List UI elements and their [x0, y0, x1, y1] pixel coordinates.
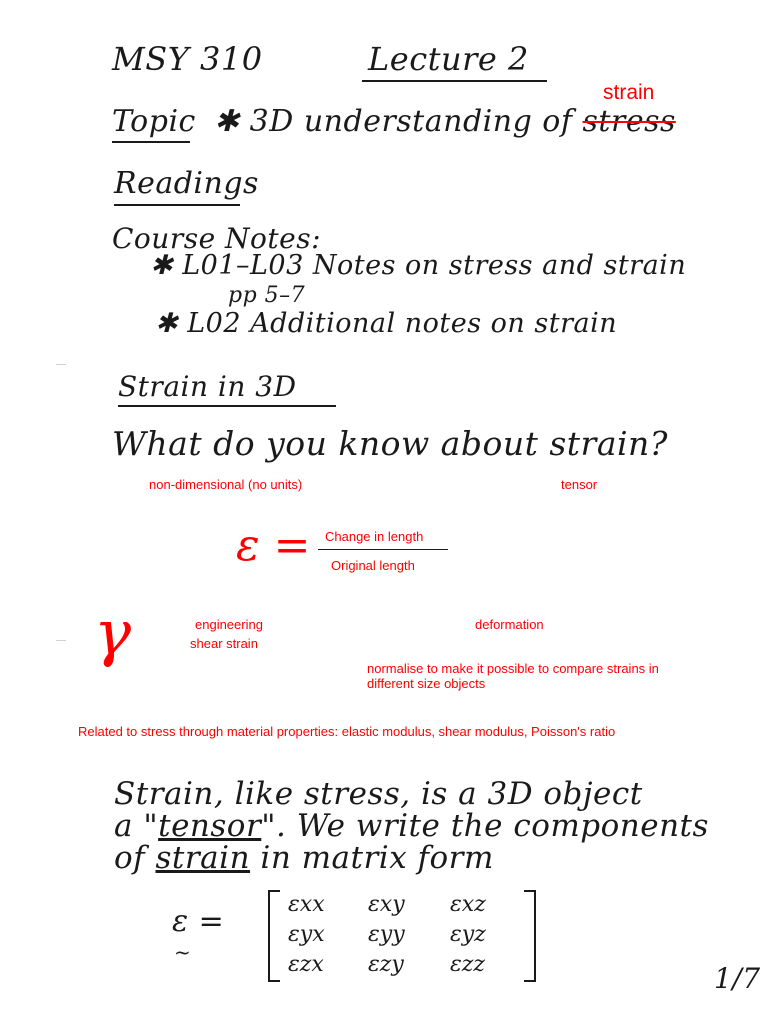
matrix-cell-zx: εzx — [288, 952, 324, 977]
margin-mark-2 — [56, 640, 66, 641]
related-note: Related to stress through material properties: elastic modulus, shear modulus, Poisson's ratio — [78, 724, 616, 739]
body-line-3c: in matrix form — [250, 840, 494, 876]
matrix-cell-yx: εyx — [288, 922, 325, 947]
reading-item-1: ✱ L01–L03 Notes on stress and strain — [150, 250, 687, 281]
gamma-symbol: γ — [94, 596, 132, 669]
matrix-cell-zz: εzz — [450, 952, 485, 977]
section-underline — [118, 405, 336, 407]
epsilon-definition-symbol: ε = — [236, 520, 311, 571]
page-number: 1/7 — [714, 962, 761, 995]
course-code: MSY 310 — [112, 40, 263, 78]
topic-underline — [112, 141, 190, 143]
deformation-label: deformation — [475, 617, 544, 632]
body-line-2c: ". We write the components — [261, 808, 709, 844]
fraction-bar — [318, 549, 448, 550]
matrix-cell-zy: εzy — [368, 952, 404, 977]
topic-text — [214, 104, 676, 139]
fraction-denominator: Original length — [331, 558, 415, 573]
lecture-title: Lecture 2 — [368, 40, 529, 78]
matrix-left-bracket — [268, 890, 280, 982]
course-notes-label: Course Notes: — [112, 222, 322, 255]
matrix-cell-xx: εxx — [288, 892, 325, 917]
reading-item-2: ✱ L02 Additional notes on strain — [155, 308, 618, 339]
body-line-3a: of — [114, 840, 156, 876]
margin-mark-1 — [56, 364, 66, 365]
matrix-cell-yy: εyy — [368, 922, 405, 947]
lecture-underline — [362, 80, 547, 82]
nondimensional-note: non-dimensional (no units) — [149, 477, 303, 492]
body-line-3 — [114, 840, 494, 876]
matrix-cell-xy: εxy — [368, 892, 405, 917]
matrix-tilde: ~ — [174, 940, 191, 964]
body-line-2a: a " — [114, 808, 159, 844]
strain-replacement: strain — [603, 81, 655, 104]
topic-label: Topic — [112, 104, 196, 139]
body-line-1: Strain, like stress, is a 3D object — [114, 776, 643, 812]
matrix-right-bracket — [524, 890, 536, 982]
matrix-cell-xz: εxz — [450, 892, 486, 917]
topic-main: ✱ 3D understanding of — [214, 104, 573, 139]
shear-strain-label: shear strain — [190, 636, 258, 651]
fraction-numerator: Change in length — [325, 529, 424, 544]
section-heading: Strain in 3D — [118, 370, 297, 403]
readings-underline — [114, 204, 240, 206]
strain-underlined: strain — [155, 840, 251, 876]
tensor-note: tensor — [561, 477, 598, 492]
normalise-note: normalise to make it possible to compare strains in different size objects — [367, 661, 659, 691]
readings-heading: Readings — [114, 166, 259, 201]
matrix-symbol: ε = — [172, 904, 225, 939]
strain-matrix — [268, 890, 536, 982]
reading-item-1-pages: pp 5–7 — [228, 283, 306, 308]
matrix-cell-yz: εyz — [450, 922, 486, 947]
body-line-2 — [114, 808, 709, 844]
topic-struck-word: stress — [582, 104, 676, 139]
engineering-label: engineering — [195, 617, 263, 632]
question-text: What do you know about strain? — [112, 424, 669, 463]
tensor-underlined: tensor — [158, 808, 262, 844]
